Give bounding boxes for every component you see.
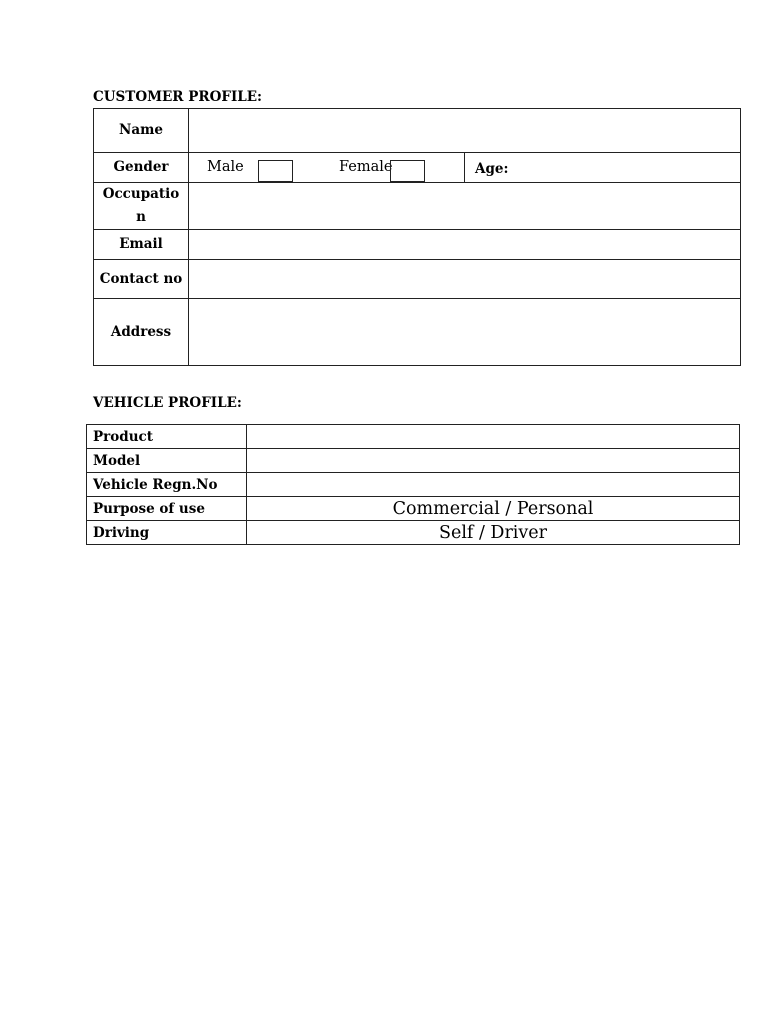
female-checkbox[interactable] (390, 160, 425, 182)
contact-label: Contact no (94, 260, 189, 299)
occupation-label-line1: Occupatio (102, 186, 180, 202)
contact-field[interactable] (189, 260, 741, 299)
female-label: Female (339, 159, 393, 175)
email-row (94, 230, 741, 260)
product-label: Product (87, 425, 247, 449)
name-field[interactable] (189, 109, 741, 153)
driving-label: Driving (87, 521, 247, 545)
vehicle-profile-title: VEHICLE PROFILE: (93, 395, 242, 411)
contact-row (94, 260, 741, 299)
driving-value[interactable]: Self / Driver (247, 521, 740, 545)
model-field[interactable] (247, 449, 740, 473)
name-label: Name (94, 109, 189, 153)
model-label: Model (87, 449, 247, 473)
name-row (94, 109, 741, 153)
purpose-value[interactable]: Commercial / Personal (247, 497, 740, 521)
table-row (87, 425, 740, 449)
regn-no-field[interactable] (247, 473, 740, 497)
age-label: Age: (475, 161, 509, 177)
occupation-label-line2: n (136, 209, 146, 225)
table-row (87, 521, 740, 545)
male-checkbox[interactable] (258, 160, 293, 182)
address-row (94, 299, 741, 366)
table-row (87, 497, 740, 521)
occupation-row (94, 183, 741, 230)
customer-profile-table (93, 108, 741, 366)
age-cell[interactable] (465, 153, 741, 183)
vehicle-profile-table (86, 424, 740, 545)
gender-options (189, 153, 465, 183)
email-label: Email (94, 230, 189, 260)
occupation-label (94, 183, 189, 230)
address-label: Address (94, 299, 189, 366)
product-field[interactable] (247, 425, 740, 449)
customer-profile-title: CUSTOMER PROFILE: (93, 89, 263, 105)
occupation-field[interactable] (189, 183, 741, 230)
regn-no-label: Vehicle Regn.No (87, 473, 247, 497)
address-field[interactable] (189, 299, 741, 366)
purpose-label: Purpose of use (87, 497, 247, 521)
gender-row (94, 153, 741, 183)
male-label: Male (207, 159, 244, 175)
gender-label: Gender (94, 153, 189, 183)
table-row (87, 473, 740, 497)
table-row (87, 449, 740, 473)
email-field[interactable] (189, 230, 741, 260)
